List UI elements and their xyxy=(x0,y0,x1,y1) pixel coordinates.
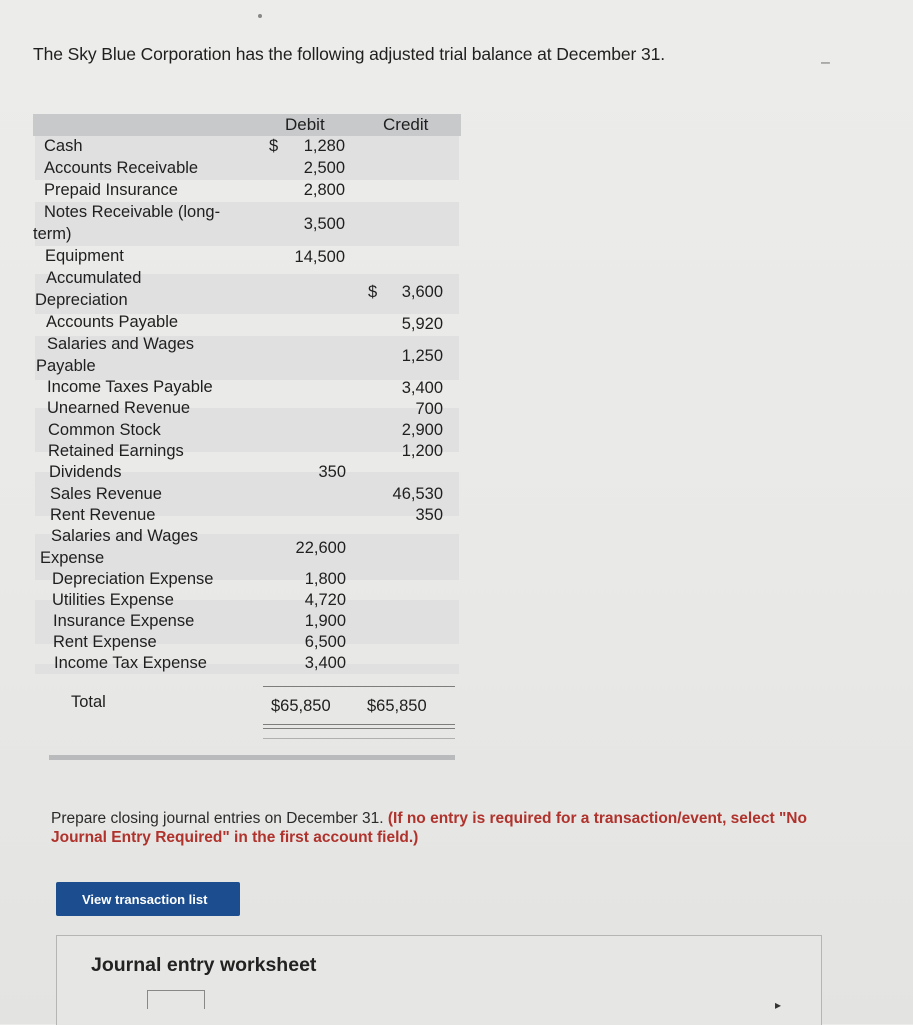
account-label-salaries-wages-payable: Salaries and Wages Payable xyxy=(36,335,195,375)
total-credit: $65,850 xyxy=(367,697,427,715)
debit-utilities-expense: 4,720 xyxy=(304,591,346,609)
debit-salaries-wages-expense: 22,600 xyxy=(295,539,346,557)
trial-balance-table xyxy=(33,114,463,774)
credit-sales-revenue: 46,530 xyxy=(392,485,443,503)
account-label-dividends: Dividends xyxy=(49,463,122,481)
debit-equipment: 14,500 xyxy=(294,248,345,266)
debit-dividends: 350 xyxy=(318,463,346,481)
total-rule-bottom xyxy=(263,738,455,739)
dollar-sign-credit: $ xyxy=(368,283,378,301)
total-double-rule-1 xyxy=(263,724,455,725)
credit-retained-earnings: 1,200 xyxy=(401,442,443,460)
debit-rent-expense: 6,500 xyxy=(304,633,346,651)
view-transaction-list-button[interactable]: View transaction list xyxy=(56,882,240,916)
account-label-sales-revenue: Sales Revenue xyxy=(50,485,162,503)
account-label-accumulated-depreciation: Accumulated Depreciation xyxy=(35,269,142,309)
account-label-utilities-expense: Utilities Expense xyxy=(52,591,174,609)
debit-notes-receivable: 3,500 xyxy=(303,215,345,233)
account-label-unearned-revenue: Unearned Revenue xyxy=(47,399,191,417)
account-label-insurance-expense: Insurance Expense xyxy=(53,612,195,630)
account-label-income-taxes-payable: Income Taxes Payable xyxy=(47,378,213,396)
debit-cash: 1,280 xyxy=(303,137,345,155)
account-label-retained-earnings: Retained Earnings xyxy=(48,442,184,460)
next-arrow-icon[interactable]: ▸ xyxy=(774,998,781,1012)
instructions-note: (If no entry is required for a transaction/event, select "No Journal Entry Required" in the first account field.) xyxy=(51,810,807,846)
worksheet-title: Journal entry worksheet xyxy=(91,954,317,976)
instructions-main: Prepare closing journal entries on December 31. xyxy=(51,810,384,827)
credit-income-taxes-payable: 3,400 xyxy=(401,379,443,397)
account-label-salaries-wages-expense: Salaries and Wages Expense xyxy=(40,527,199,567)
credit-salaries-wages-payable: 1,250 xyxy=(401,347,443,365)
total-debit: $65,850 xyxy=(271,697,331,715)
account-label-income-tax-expense: Income Tax Expense xyxy=(54,654,207,672)
debit-prepaid-insurance: 2,800 xyxy=(303,181,345,199)
debit-income-tax-expense: 3,400 xyxy=(304,654,346,672)
credit-common-stock: 2,900 xyxy=(401,421,443,439)
credit-rent-revenue: 350 xyxy=(415,506,443,524)
account-label-equipment: Equipment xyxy=(45,247,124,265)
account-label-rent-expense: Rent Expense xyxy=(53,633,157,651)
account-label-accounts-payable: Accounts Payable xyxy=(46,313,179,331)
table-bottom-bar xyxy=(49,755,455,760)
account-label-prepaid-insurance: Prepaid Insurance xyxy=(44,181,178,199)
journal-entry-worksheet-panel xyxy=(56,935,822,1025)
credit-column-header: Credit xyxy=(383,115,429,134)
dollar-sign-debit: $ xyxy=(269,137,279,155)
credit-unearned-revenue: 700 xyxy=(415,400,443,418)
debit-accounts-receivable: 2,500 xyxy=(303,159,345,177)
decorative-dot xyxy=(258,14,262,18)
credit-accumulated-depreciation: 3,600 xyxy=(401,283,443,301)
account-label-cash: Cash xyxy=(44,137,83,155)
debit-insurance-expense: 1,900 xyxy=(304,612,346,630)
total-double-rule-2 xyxy=(263,728,455,729)
account-label-notes-receivable: Notes Receivable (long-term) xyxy=(33,203,221,243)
minimize-icon: – xyxy=(821,54,830,71)
account-label-depreciation-expense: Depreciation Expense xyxy=(52,570,214,588)
total-rule-top xyxy=(263,686,455,687)
debit-depreciation-expense: 1,800 xyxy=(304,570,346,588)
account-label-common-stock: Common Stock xyxy=(48,421,161,439)
account-label-accounts-receivable: Accounts Receivable xyxy=(44,159,199,177)
account-label-rent-revenue: Rent Revenue xyxy=(50,506,156,524)
worksheet-entry-tab[interactable] xyxy=(147,990,205,1009)
problem-statement: The Sky Blue Corporation has the following adjusted trial balance at December 31. xyxy=(33,44,665,64)
credit-accounts-payable: 5,920 xyxy=(401,315,443,333)
total-label: Total xyxy=(71,693,106,711)
debit-column-header: Debit xyxy=(285,115,325,134)
instructions xyxy=(51,809,811,847)
